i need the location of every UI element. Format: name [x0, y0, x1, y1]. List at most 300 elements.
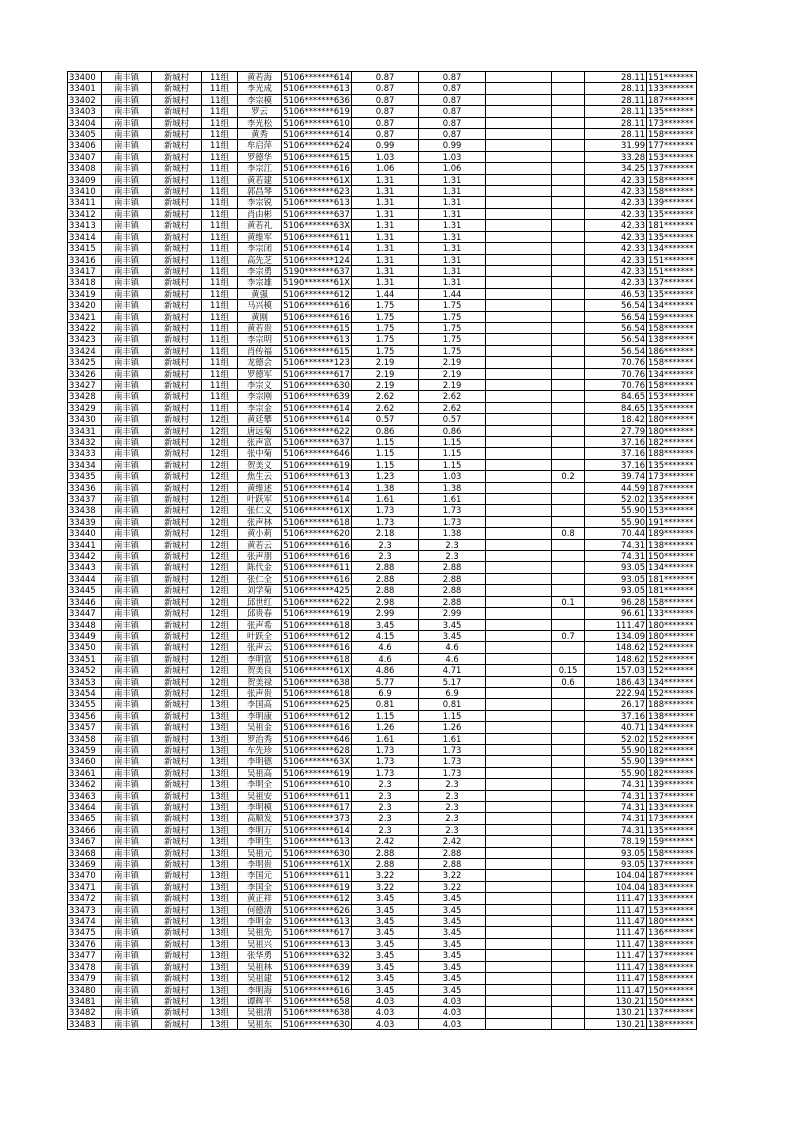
area-a-cell: 0.99: [352, 140, 419, 151]
village-cell: 新城村: [152, 1007, 202, 1018]
amount-cell: 42.33: [585, 231, 647, 242]
table-row: [68, 938, 697, 949]
amount-cell: 111.47: [585, 961, 647, 972]
id-number-cell: 5106*******613: [283, 197, 350, 208]
village-cell: 新城村: [152, 824, 202, 835]
town-cell: 南丰镇: [102, 174, 152, 185]
group-cell: 12组: [202, 596, 238, 607]
area-b-cell: 5.17: [419, 676, 486, 687]
village-cell: 新城村: [152, 243, 202, 254]
name-cell: 张声林: [238, 516, 282, 527]
row-id-cell: 33468: [68, 847, 102, 858]
area-b-cell: 3.45: [419, 938, 486, 949]
group-cell: 12组: [202, 676, 238, 687]
name-cell: 李宗模: [238, 94, 282, 105]
village-cell: 新城村: [152, 231, 202, 242]
village-cell: 新城村: [152, 608, 202, 619]
amount-cell: 74.31: [585, 551, 647, 562]
town-cell: 南丰镇: [102, 573, 152, 584]
amount-cell: 104.04: [585, 870, 647, 881]
amount-cell: 93.05: [585, 859, 647, 870]
empty-cell: [486, 345, 552, 356]
amount-cell: 18.42: [585, 414, 647, 425]
town-cell: 南丰镇: [102, 322, 152, 333]
id-number-cell: 5106*******61X: [283, 665, 351, 676]
extra-area-cell: [552, 254, 585, 265]
group-cell: 11组: [202, 72, 238, 83]
table-row: [68, 300, 697, 311]
id-number-cell: 5106*******124: [283, 254, 350, 265]
area-a-cell: 1.15: [352, 710, 419, 721]
group-cell: 12组: [202, 482, 238, 493]
group-cell: 12组: [202, 539, 238, 550]
phone-cell: 138*******: [647, 710, 697, 721]
area-a-cell: 2.88: [352, 585, 419, 596]
group-cell: 11组: [202, 174, 238, 185]
extra-area-cell: [552, 961, 585, 972]
empty-cell: [486, 847, 552, 858]
area-b-cell: 2.88: [419, 585, 486, 596]
amount-cell: 111.47: [585, 893, 647, 904]
id-number-cell: 5106*******617: [283, 802, 350, 812]
row-id-cell: 33409: [68, 174, 102, 185]
area-a-cell: 2.88: [352, 847, 419, 858]
village-cell: 新城村: [152, 551, 202, 562]
name-cell: 李明富: [238, 653, 282, 664]
village-cell: 新城村: [152, 687, 202, 698]
area-a-cell: 3.45: [352, 916, 419, 927]
amount-cell: 111.47: [585, 916, 647, 927]
area-a-cell: 2.62: [352, 402, 419, 413]
phone-cell: 133*******: [647, 802, 697, 813]
table-row: [68, 687, 697, 698]
group-cell: 11组: [202, 243, 238, 254]
group-cell: 13组: [202, 893, 238, 904]
area-b-cell: 3.45: [419, 630, 486, 641]
village-cell: 新城村: [152, 562, 202, 573]
town-cell: 南丰镇: [102, 231, 152, 242]
row-id-cell: 33401: [68, 83, 102, 94]
table-row: [68, 767, 697, 778]
area-b-cell: 1.75: [419, 300, 486, 311]
name-cell: 高顺发: [238, 813, 282, 824]
id-number-cell: 5106*******63X: [283, 756, 351, 767]
phone-cell: 152*******: [647, 687, 697, 698]
id-number-cell: 5106*******616: [283, 163, 350, 174]
row-id-cell: 33461: [68, 767, 102, 778]
extra-area-cell: [552, 391, 585, 402]
name-cell: 邱贵春: [238, 608, 282, 619]
table-row: [68, 277, 697, 288]
phone-cell: 133*******: [647, 893, 697, 904]
row-id-cell: 33476: [68, 938, 102, 949]
empty-cell: [486, 402, 552, 413]
area-a-cell: 1.73: [352, 744, 419, 755]
extra-area-cell: [552, 779, 585, 790]
name-cell: 黄若建: [238, 174, 282, 185]
table-row: [68, 402, 697, 413]
table-row: [68, 847, 697, 858]
town-cell: 南丰镇: [102, 630, 152, 641]
town-cell: 南丰镇: [102, 995, 152, 1006]
town-cell: 南丰镇: [102, 642, 152, 653]
extra-area-cell: [552, 379, 585, 390]
empty-cell: [486, 368, 552, 379]
name-cell: 肖由彬: [238, 208, 282, 219]
empty-cell: [486, 916, 552, 927]
area-b-cell: 0.99: [419, 140, 486, 151]
name-cell: 吴祖建: [238, 973, 282, 984]
group-cell: 12组: [202, 494, 238, 505]
amount-cell: 74.31: [585, 790, 647, 801]
table-row: [68, 630, 697, 641]
phone-cell: 135*******: [647, 459, 697, 470]
amount-cell: 93.05: [585, 562, 647, 573]
village-cell: 新城村: [152, 802, 202, 813]
area-b-cell: 1.75: [419, 322, 486, 333]
area-a-cell: 2.19: [352, 379, 419, 390]
id-number-cell: 5106*******619: [283, 767, 350, 778]
phone-cell: 134*******: [647, 300, 697, 311]
town-cell: 南丰镇: [102, 722, 152, 733]
village-cell: 新城村: [152, 220, 202, 231]
area-b-cell: 4.71: [419, 665, 486, 676]
phone-cell: 173*******: [647, 813, 697, 824]
town-cell: 南丰镇: [102, 665, 152, 676]
group-cell: 12组: [202, 459, 238, 470]
extra-area-cell: [552, 402, 585, 413]
group-cell: 11组: [202, 300, 238, 311]
group-cell: 13组: [202, 1018, 238, 1029]
town-cell: 南丰镇: [102, 345, 152, 356]
id-number-cell: 5106*******623: [283, 186, 350, 197]
extra-area-cell: [552, 437, 585, 448]
group-cell: 13组: [202, 916, 238, 927]
town-cell: 南丰镇: [102, 300, 152, 311]
row-id-cell: 33423: [68, 334, 102, 345]
name-cell: 叶跃军: [238, 494, 282, 505]
phone-cell: 187*******: [647, 870, 697, 881]
table-row: [68, 265, 697, 276]
row-id-cell: 33481: [68, 995, 102, 1006]
row-id-cell: 33473: [68, 904, 102, 915]
id-number-cell: 5106*******617: [283, 927, 350, 938]
row-id-cell: 33469: [68, 859, 102, 870]
phone-cell: 134*******: [647, 243, 697, 254]
row-id-cell: 33425: [68, 357, 102, 368]
group-cell: 11组: [202, 368, 238, 379]
village-cell: 新城村: [152, 391, 202, 402]
name-cell: 张仁全: [238, 573, 282, 584]
table-row: [68, 505, 697, 516]
area-b-cell: 2.62: [419, 402, 486, 413]
amount-cell: 28.11: [585, 83, 647, 94]
phone-cell: 187*******: [647, 94, 697, 105]
village-cell: 新城村: [152, 300, 202, 311]
group-cell: 12组: [202, 653, 238, 664]
row-id-cell: 33429: [68, 402, 102, 413]
id-number-cell: 5190*******61X: [283, 277, 351, 288]
id-number-cell: 5106*******613: [283, 471, 350, 482]
id-number-cell: 5106*******613: [283, 83, 350, 94]
amount-cell: 130.21: [585, 1018, 647, 1029]
area-b-cell: 3.45: [419, 961, 486, 972]
table-row: [68, 756, 697, 767]
group-cell: 13组: [202, 1007, 238, 1018]
row-id-cell: 33434: [68, 459, 102, 470]
area-b-cell: 1.38: [419, 482, 486, 493]
area-b-cell: 3.45: [419, 916, 486, 927]
phone-cell: 134*******: [647, 368, 697, 379]
empty-cell: [486, 265, 552, 276]
phone-cell: 181*******: [647, 573, 697, 584]
village-cell: 新城村: [152, 665, 202, 676]
table-row: [68, 585, 697, 596]
id-number-cell: 5106*******615: [283, 151, 350, 162]
area-a-cell: 1.31: [352, 197, 419, 208]
group-cell: 13组: [202, 904, 238, 915]
amount-cell: 84.65: [585, 391, 647, 402]
empty-cell: [486, 779, 552, 790]
extra-area-cell: [552, 186, 585, 197]
town-cell: 南丰镇: [102, 893, 152, 904]
village-cell: 新城村: [152, 973, 202, 984]
area-b-cell: 2.88: [419, 847, 486, 858]
town-cell: 南丰镇: [102, 744, 152, 755]
name-cell: 李宗明: [238, 334, 282, 345]
town-cell: 南丰镇: [102, 414, 152, 425]
amount-cell: 37.16: [585, 710, 647, 721]
group-cell: 13组: [202, 859, 238, 870]
table-row: [68, 859, 697, 870]
row-id-cell: 33413: [68, 220, 102, 231]
row-id-cell: 33427: [68, 379, 102, 390]
extra-area-cell: 0.6: [552, 676, 585, 687]
phone-cell: 138*******: [647, 961, 697, 972]
village-cell: 新城村: [152, 836, 202, 847]
area-a-cell: 4.03: [352, 995, 419, 1006]
table-row: [68, 596, 697, 607]
village-cell: 新城村: [152, 733, 202, 744]
group-cell: 12组: [202, 642, 238, 653]
town-cell: 南丰镇: [102, 539, 152, 550]
area-b-cell: 2.88: [419, 562, 486, 573]
id-number-cell: 5106*******624: [283, 140, 350, 151]
id-number-cell: 5106*******63X: [283, 220, 351, 231]
table-row: [68, 471, 697, 482]
phone-cell: 135*******: [647, 288, 697, 299]
empty-cell: [486, 836, 552, 847]
town-cell: 南丰镇: [102, 83, 152, 94]
empty-cell: [486, 710, 552, 721]
phone-cell: 158*******: [647, 186, 697, 197]
amount-cell: 42.33: [585, 186, 647, 197]
table-body: [68, 72, 697, 1030]
area-b-cell: 1.31: [419, 220, 486, 231]
area-b-cell: 2.3: [419, 824, 486, 835]
empty-cell: [486, 459, 552, 470]
area-a-cell: 1.31: [352, 243, 419, 254]
amount-cell: 34.25: [585, 163, 647, 174]
name-cell: 张声云: [238, 642, 282, 653]
area-b-cell: 4.6: [419, 642, 486, 653]
empty-cell: [486, 437, 552, 448]
village-cell: 新城村: [152, 345, 202, 356]
town-cell: 南丰镇: [102, 687, 152, 698]
extra-area-cell: 0.1: [552, 596, 585, 607]
area-b-cell: 1.44: [419, 288, 486, 299]
area-a-cell: 2.3: [352, 790, 419, 801]
area-a-cell: 1.31: [352, 174, 419, 185]
area-b-cell: 2.19: [419, 379, 486, 390]
area-a-cell: 1.31: [352, 208, 419, 219]
area-b-cell: 0.87: [419, 83, 486, 94]
row-id-cell: 33431: [68, 425, 102, 436]
area-a-cell: 1.15: [352, 437, 419, 448]
empty-cell: [486, 334, 552, 345]
id-number-cell: 5106*******658: [283, 995, 350, 1006]
phone-cell: 138*******: [647, 539, 697, 550]
amount-cell: 37.16: [585, 437, 647, 448]
empty-cell: [486, 642, 552, 653]
amount-cell: 70.76: [585, 357, 647, 368]
name-cell: 李宗金: [238, 402, 282, 413]
town-cell: 南丰镇: [102, 448, 152, 459]
area-b-cell: 1.31: [419, 265, 486, 276]
phone-cell: 137*******: [647, 790, 697, 801]
amount-cell: 111.47: [585, 619, 647, 630]
area-a-cell: 1.73: [352, 756, 419, 767]
row-id-cell: 33410: [68, 186, 102, 197]
row-id-cell: 33416: [68, 254, 102, 265]
extra-area-cell: [552, 950, 585, 961]
empty-cell: [486, 379, 552, 390]
empty-cell: [486, 516, 552, 527]
phone-cell: 191*******: [647, 516, 697, 527]
extra-area-cell: [552, 163, 585, 174]
extra-area-cell: [552, 813, 585, 824]
town-cell: 南丰镇: [102, 288, 152, 299]
area-b-cell: 2.3: [419, 790, 486, 801]
group-cell: 13组: [202, 927, 238, 938]
row-id-cell: 33414: [68, 231, 102, 242]
amount-cell: 28.11: [585, 106, 647, 117]
id-number-cell: 5106*******613: [283, 938, 350, 949]
empty-cell: [486, 94, 552, 105]
village-cell: 新城村: [152, 448, 202, 459]
empty-cell: [486, 802, 552, 813]
group-cell: 13组: [202, 756, 238, 767]
row-id-cell: 33448: [68, 619, 102, 630]
row-id-cell: 33455: [68, 699, 102, 710]
table-row: [68, 448, 697, 459]
empty-cell: [486, 243, 552, 254]
extra-area-cell: [552, 505, 585, 516]
extra-area-cell: 0.2: [552, 471, 585, 482]
extra-area-cell: [552, 847, 585, 858]
id-number-cell: 5106*******614: [283, 402, 350, 413]
amount-cell: 222.94: [585, 687, 647, 698]
empty-cell: [486, 357, 552, 368]
extra-area-cell: [552, 744, 585, 755]
table-row: [68, 710, 697, 721]
extra-area-cell: [552, 733, 585, 744]
name-cell: 贺美禄: [238, 676, 282, 687]
empty-cell: [486, 254, 552, 265]
extra-area-cell: [552, 117, 585, 128]
empty-cell: [486, 174, 552, 185]
village-cell: 新城村: [152, 995, 202, 1006]
empty-cell: [486, 551, 552, 562]
village-cell: 新城村: [152, 539, 202, 550]
empty-cell: [486, 961, 552, 972]
name-cell: 吴祖元: [238, 847, 282, 858]
area-a-cell: 6.9: [352, 687, 419, 698]
row-id-cell: 33474: [68, 916, 102, 927]
area-a-cell: 3.45: [352, 927, 419, 938]
village-cell: 新城村: [152, 881, 202, 892]
empty-cell: [486, 767, 552, 778]
area-a-cell: 4.6: [352, 653, 419, 664]
amount-cell: 46.53: [585, 288, 647, 299]
amount-cell: 111.47: [585, 938, 647, 949]
area-a-cell: 1.75: [352, 322, 419, 333]
phone-cell: 159*******: [647, 836, 697, 847]
village-cell: 新城村: [152, 379, 202, 390]
phone-cell: 158*******: [647, 847, 697, 858]
area-a-cell: 4.03: [352, 1018, 419, 1029]
town-cell: 南丰镇: [102, 562, 152, 573]
phone-cell: 135*******: [647, 106, 697, 117]
table-row: [68, 722, 697, 733]
row-id-cell: 33456: [68, 710, 102, 721]
phone-cell: 138*******: [647, 1018, 697, 1029]
phone-cell: 158*******: [647, 174, 697, 185]
town-cell: 南丰镇: [102, 311, 152, 322]
village-cell: 新城村: [152, 482, 202, 493]
name-cell: 李明贵: [238, 859, 282, 870]
table-row: [68, 551, 697, 562]
phone-cell: 150*******: [647, 995, 697, 1006]
amount-cell: 78.19: [585, 836, 647, 847]
phone-cell: 153*******: [647, 904, 697, 915]
row-id-cell: 33470: [68, 870, 102, 881]
empty-cell: [486, 505, 552, 516]
village-cell: 新城村: [152, 208, 202, 219]
phone-cell: 152*******: [647, 642, 697, 653]
name-cell: 吴祖东: [238, 1018, 282, 1029]
amount-cell: 157.03: [585, 665, 647, 676]
row-id-cell: 33479: [68, 973, 102, 984]
row-id-cell: 33443: [68, 562, 102, 573]
id-number-cell: 5106*******61X: [283, 859, 351, 870]
table-row: [68, 619, 697, 630]
village-cell: 新城村: [152, 756, 202, 767]
empty-cell: [486, 687, 552, 698]
id-number-cell: 5106*******614: [283, 494, 350, 505]
row-id-cell: 33411: [68, 197, 102, 208]
phone-cell: 180*******: [647, 630, 697, 641]
area-a-cell: 2.3: [352, 813, 419, 824]
row-id-cell: 33482: [68, 1007, 102, 1018]
phone-cell: 137*******: [647, 277, 697, 288]
row-id-cell: 33418: [68, 277, 102, 288]
id-number-cell: 5106*******630: [283, 379, 350, 390]
town-cell: 南丰镇: [102, 585, 152, 596]
name-cell: 郭昌琴: [238, 186, 282, 197]
row-id-cell: 33446: [68, 596, 102, 607]
group-cell: 12组: [202, 585, 238, 596]
